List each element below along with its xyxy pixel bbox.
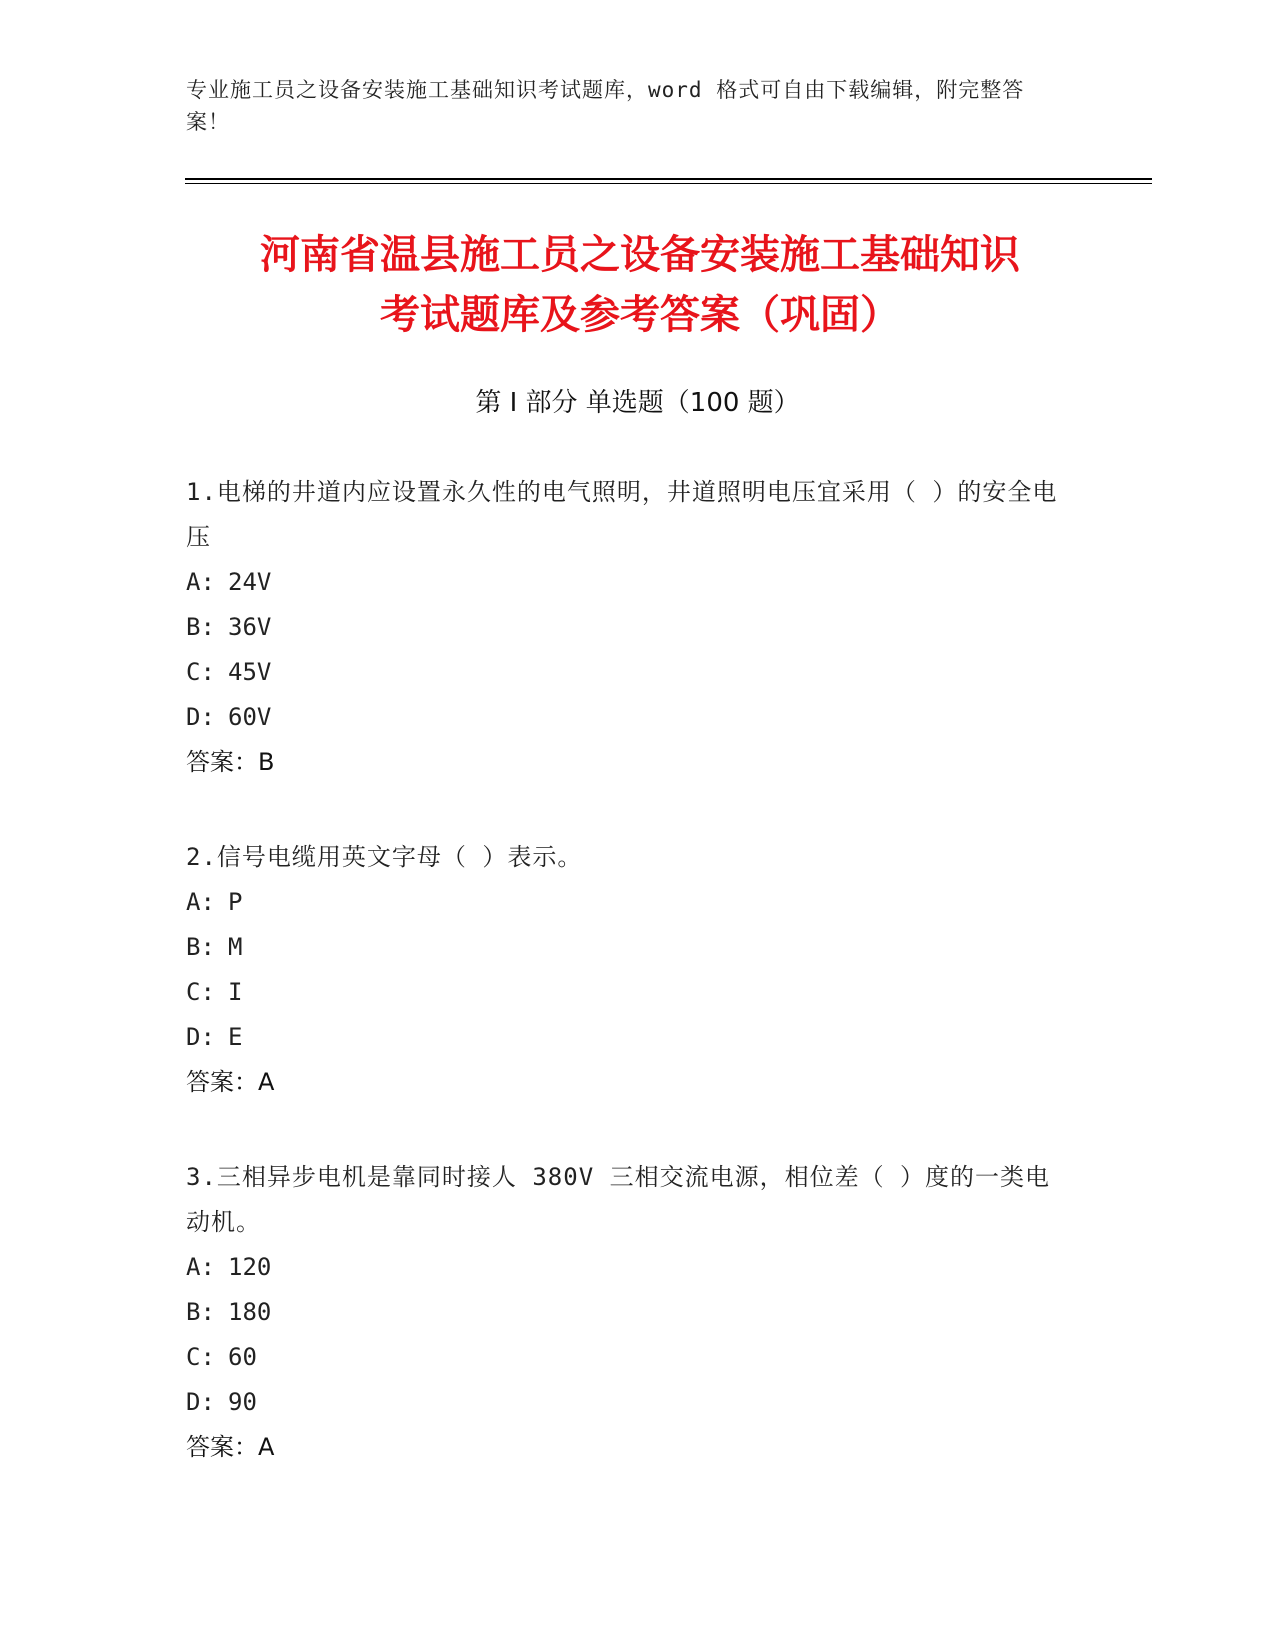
option-text: E [228,1023,243,1051]
option-text: 180 [228,1298,272,1326]
option-text: 120 [228,1253,272,1281]
option-d [186,1380,1066,1425]
document-title [160,225,1120,345]
option-letter: C: [186,978,215,1006]
option-c [186,650,1066,695]
option-text: I [228,978,243,1006]
question-block [186,1155,1066,1470]
option-text: 60 [228,1343,257,1371]
question-stem: 2.信号电缆用英文字母（ ）表示。 [186,843,583,871]
option-text: 24V [228,568,272,596]
option-letter: C: [186,658,215,686]
option-letter: A: [186,888,215,916]
option-letter: A: [186,1253,215,1281]
answer-line: 答案：A [186,1433,275,1461]
option-d [186,695,1066,740]
question-stem: 1.电梯的井道内应设置永久性的电气照明，井道照明电压宜采用（ ）的安全电压 [186,478,1058,551]
option-letter: B: [186,613,215,641]
option-b [186,1290,1066,1335]
document-title-line-1: 河南省温县施工员之设备安装施工基础知识 [260,232,1020,278]
option-c [186,970,1066,1015]
option-text: M [228,933,243,961]
option-b [186,605,1066,650]
option-a [186,560,1066,605]
option-letter: B: [186,1298,215,1326]
header-divider-thin [185,183,1152,184]
option-text: 36V [228,613,272,641]
option-d [186,1015,1066,1060]
answer-line: 答案：A [186,1068,275,1096]
section-heading: 第 I 部分 单选题（100 题） [475,388,800,418]
option-letter: D: [186,1023,215,1051]
question-block [186,470,1066,785]
option-b [186,925,1066,970]
option-letter: C: [186,1343,215,1371]
question-block [186,835,1066,1105]
header-divider-thick [185,178,1152,180]
document-title-line-2: 考试题库及参考答案（巩固） [380,292,900,338]
document-header-note: 专业施工员之设备安装施工基础知识考试题库，word 格式可自由下载编辑，附完整答案！ [186,78,1025,134]
option-text: P [228,888,243,916]
option-letter: A: [186,568,215,596]
option-a [186,1245,1066,1290]
option-letter: D: [186,1388,215,1416]
option-c [186,1335,1066,1380]
option-text: 45V [228,658,272,686]
option-a [186,880,1066,925]
question-stem: 3.三相异步电机是靠同时接人 380V 三相交流电源，相位差（ ）度的一类电动机。 [186,1163,1051,1236]
option-text: 90 [228,1388,257,1416]
option-letter: B: [186,933,215,961]
answer-line: 答案：B [186,748,275,776]
option-letter: D: [186,703,215,731]
option-text: 60V [228,703,272,731]
